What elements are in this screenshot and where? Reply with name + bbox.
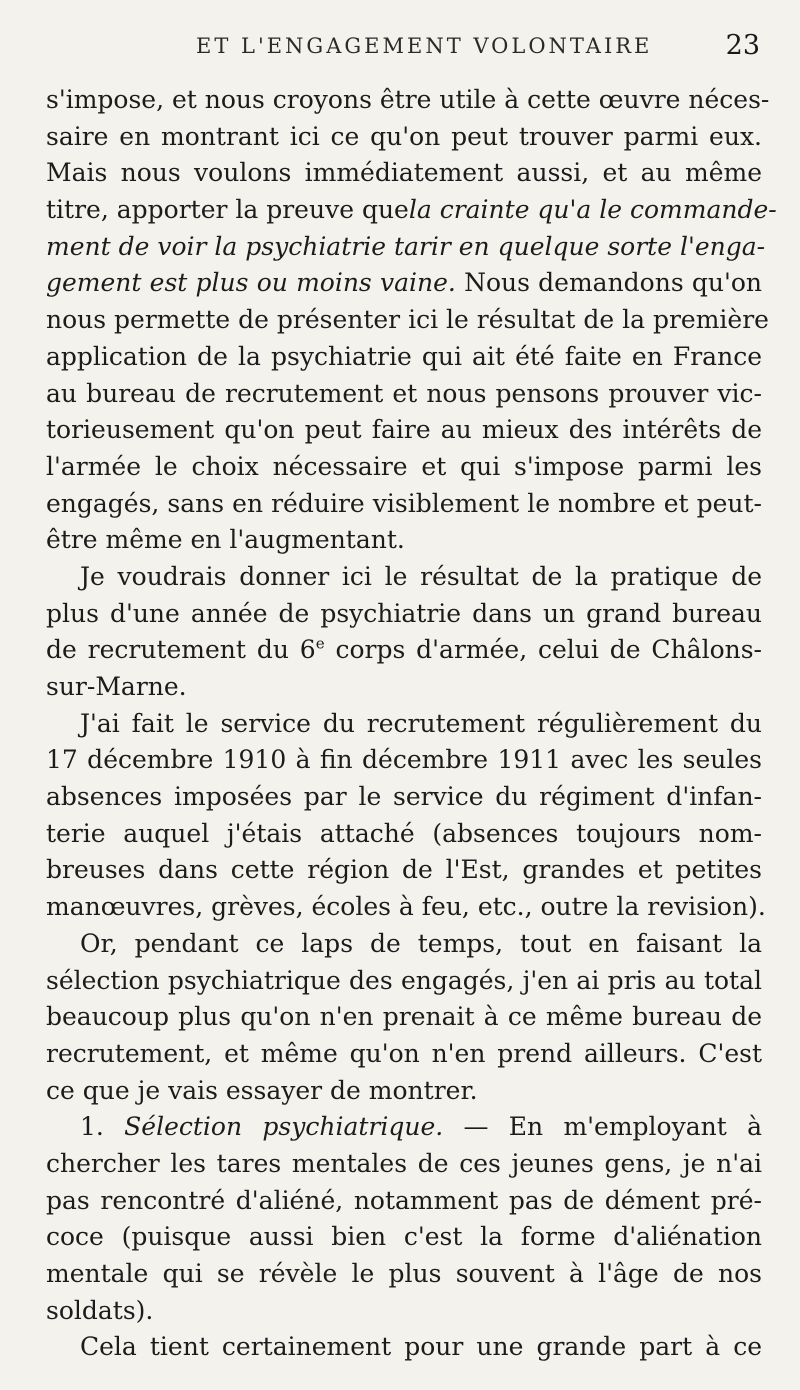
text-line bbox=[46, 192, 777, 229]
text-line: au bureau de recrutement et nous pensons prouver vic- bbox=[46, 378, 762, 408]
text-line: breuses dans cette région de l'Est, grandes et petites bbox=[46, 855, 762, 885]
page-number: 23 bbox=[725, 30, 760, 61]
superscript: e bbox=[315, 634, 325, 653]
text-line: coce (puisque aussi bien c'est la forme d'aliénation bbox=[46, 1222, 762, 1252]
text-line: application de la psychiatrie qui ait été faite en France bbox=[46, 341, 762, 371]
text-line: torieusement qu'on peut faire au mieux des intérêts de bbox=[46, 415, 762, 445]
text-line: Cela tient certainement pour une grande part à ce bbox=[80, 1332, 762, 1362]
text-line: 17 décembre 1910 à fin décembre 1911 avec les seules bbox=[46, 745, 762, 775]
text-line: pas rencontré d'aliéné, notamment pas de dément pré- bbox=[46, 1185, 762, 1215]
text-line: être même en l'augmentant. bbox=[46, 525, 405, 555]
text-line: Or, pendant ce laps de temps, tout en faisant la bbox=[80, 928, 762, 958]
italic-segment: ment de voir la psychiatrie tarir en quelque sorte l'enga- bbox=[46, 231, 766, 261]
text-segment: Nous demandons qu'on bbox=[455, 268, 763, 298]
text-line: Mais nous voulons immédiatement aussi, et au même bbox=[46, 158, 762, 188]
text-line bbox=[46, 265, 762, 302]
text-line: nous permette de présenter ici le résultat de la première bbox=[46, 305, 769, 335]
text-line: saire en montrant ici ce qu'on peut trouver parmi eux. bbox=[46, 121, 762, 151]
text-segment: 1. bbox=[80, 1112, 125, 1142]
text-line: sur-Marne. bbox=[46, 672, 187, 701]
text-line bbox=[46, 632, 762, 669]
text-line bbox=[46, 1109, 762, 1146]
text-line: mentale qui se révèle le plus souvent à l'âge de nos bbox=[46, 1259, 762, 1288]
italic-segment: gement est plus ou moins vaine. bbox=[46, 268, 456, 298]
text-line: J'ai fait le service du recrutement régulièrement du bbox=[80, 708, 762, 738]
text-line: ce que je vais essayer de montrer. bbox=[46, 1075, 478, 1105]
text-segment: corps d'armée, celui de Châlons- bbox=[324, 635, 762, 665]
text-line: soldats). bbox=[46, 1295, 154, 1325]
text-line bbox=[46, 229, 766, 266]
italic-segment: la crainte qu'a le commande- bbox=[408, 195, 777, 225]
text-line: engagés, sans en réduire visiblement le nombre et peut- bbox=[46, 488, 762, 518]
text-line: s'impose, et nous croyons être utile à cette œuvre néces- bbox=[46, 85, 770, 114]
body-text bbox=[46, 82, 777, 1366]
text-line: terie auquel j'étais attaché (absences toujours nom- bbox=[46, 818, 762, 848]
text-line: absences imposées par le service du régiment d'infan- bbox=[46, 782, 762, 812]
text-line: beaucoup plus qu'on n'en prenait à ce même bureau de bbox=[46, 1002, 762, 1032]
running-title: ET L'ENGAGEMENT VOLONTAIRE bbox=[196, 34, 653, 58]
text-segment: — En m'employant à bbox=[443, 1112, 762, 1142]
italic-segment: Sélection psychiatrique. bbox=[124, 1112, 444, 1142]
text-line: sélection psychiatrique des engagés, j'en ai pris au total bbox=[46, 965, 762, 995]
page-header bbox=[46, 30, 760, 74]
text-line: manœuvres, grèves, écoles à feu, etc., outre la revision). bbox=[46, 892, 766, 922]
text-line: chercher les tares mentales de ces jeunes gens, je n'ai bbox=[46, 1148, 762, 1178]
text-segment: titre, apporter la preuve que bbox=[46, 195, 409, 225]
text-segment: de recrutement du 6 bbox=[46, 635, 316, 665]
text-line: plus d'une année de psychiatrie dans un grand bureau bbox=[46, 598, 762, 628]
text-line: recrutement, et même qu'on n'en prend ailleurs. C'est bbox=[46, 1038, 762, 1068]
text-line: l'armée le choix nécessaire et qui s'impose parmi les bbox=[46, 451, 762, 481]
text-line: Je voudrais donner ici le résultat de la pratique de bbox=[80, 561, 762, 591]
